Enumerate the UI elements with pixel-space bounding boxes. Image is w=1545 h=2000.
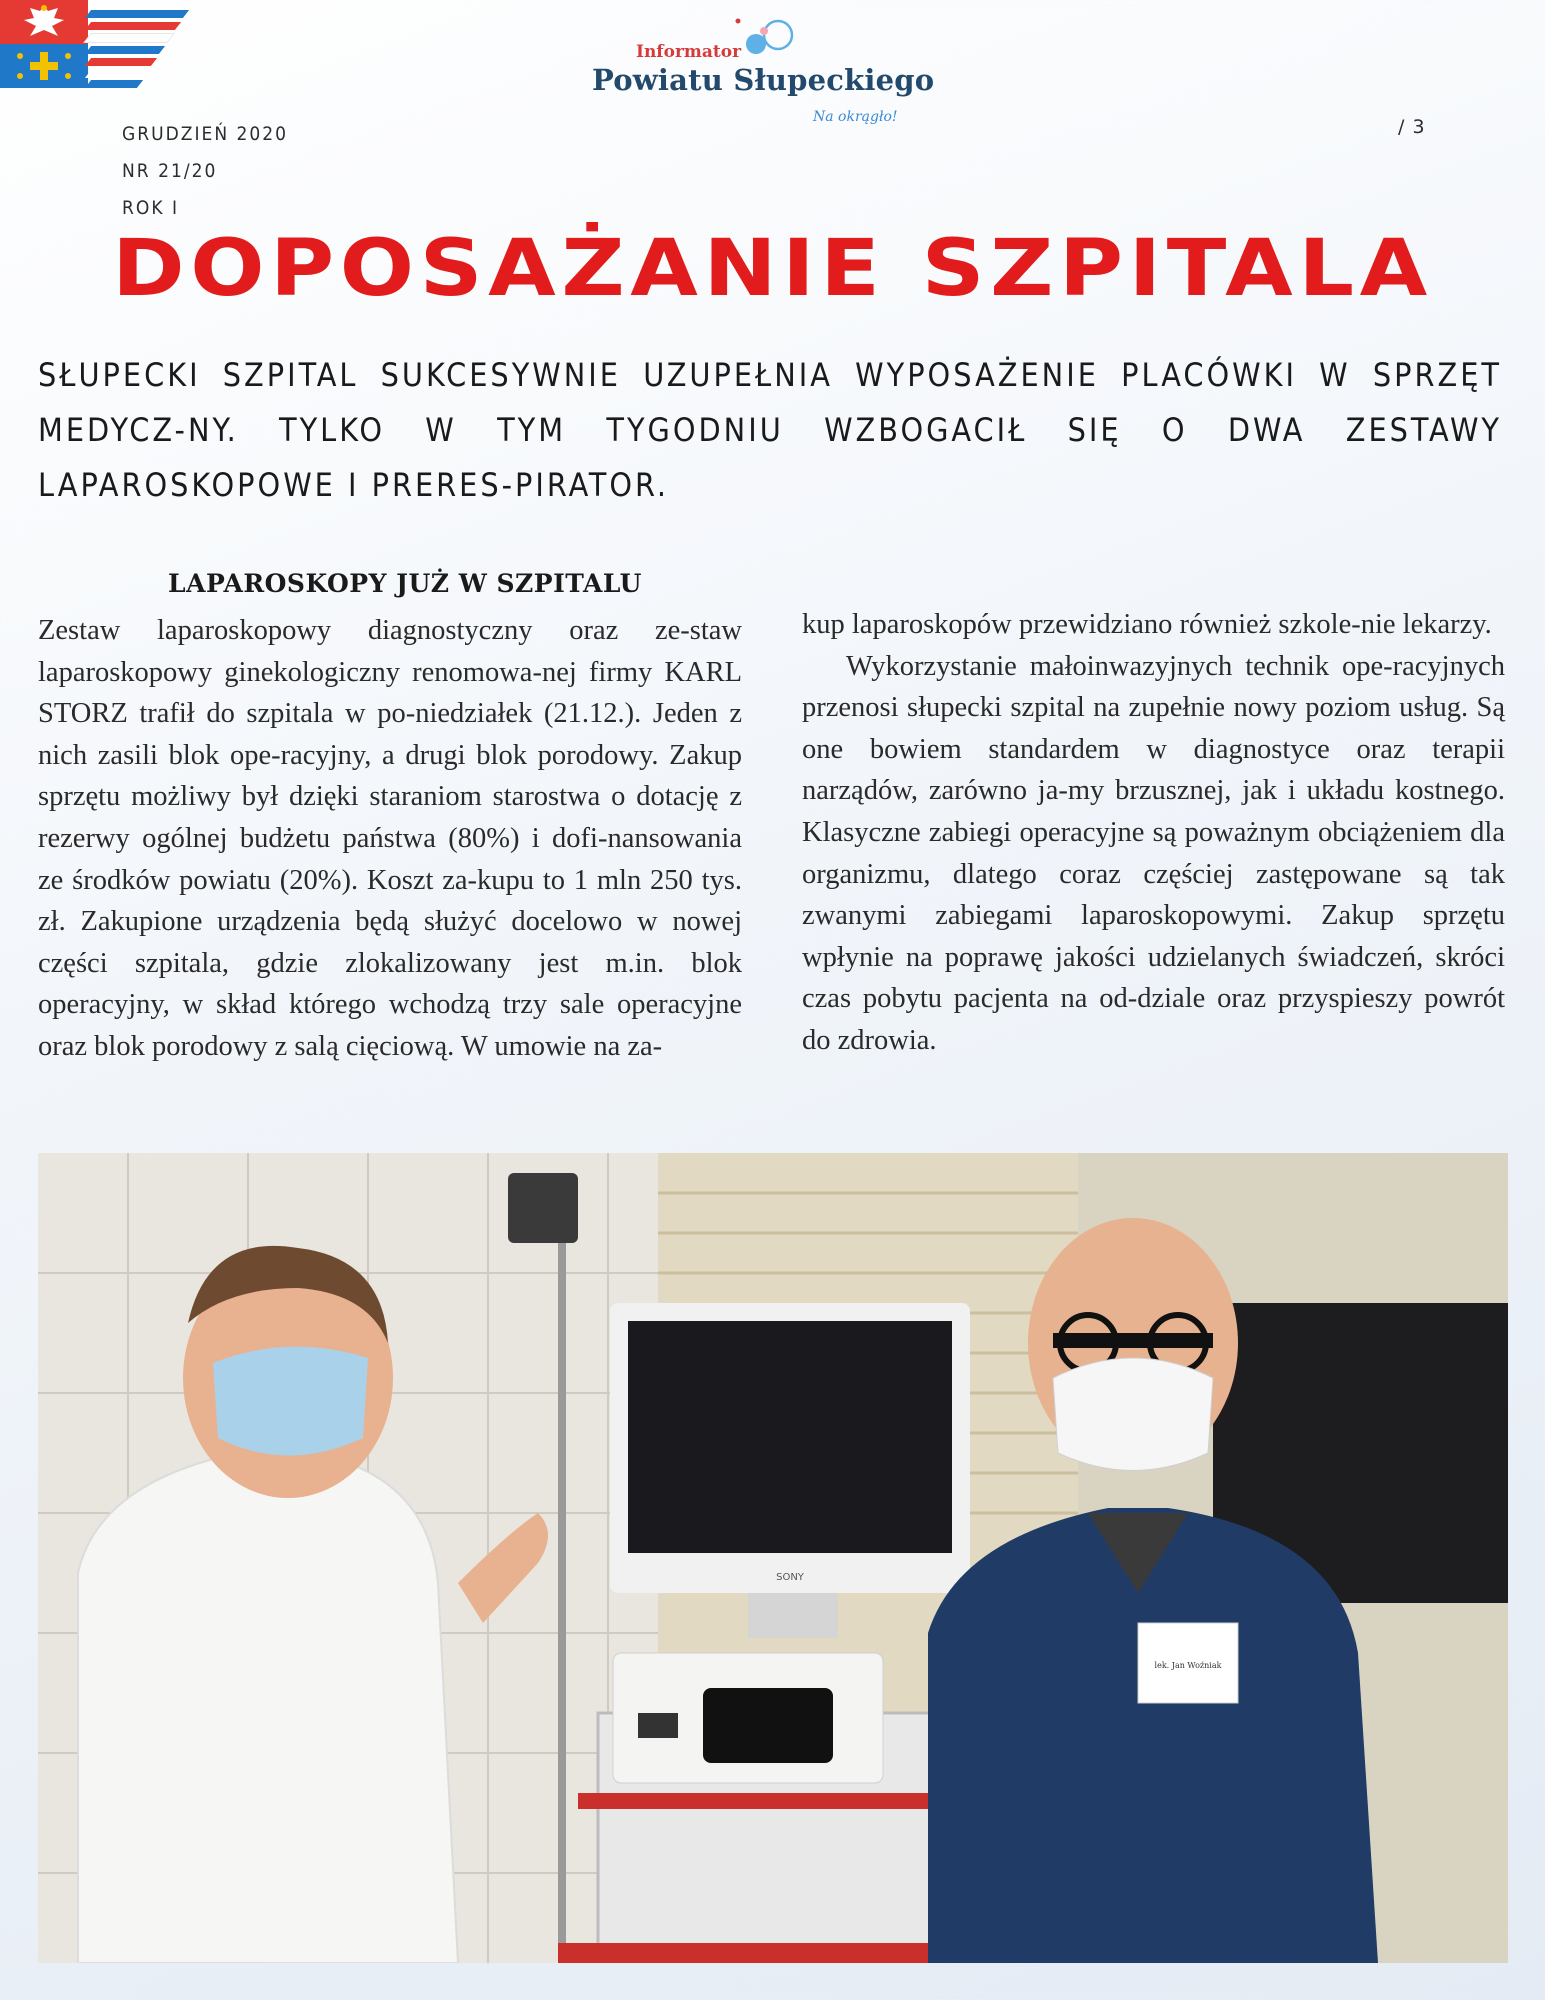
photo-name-tag: lek. Jan Woźniak [1154,1661,1222,1670]
coat-of-arms-icon [0,0,88,88]
masthead-title: Powiatu Słupeckiego [592,63,935,97]
masthead-label-small: Informator [636,42,742,62]
page-number: / 3 [1398,116,1426,138]
paragraph-2: Wykorzystanie małoinwazyjnych technik ope-racyjnych przenosi słupecki szpital na zupełnie nowy poziom usług. Są one bowiem standardem w diagnostyce oraz terapii narządów, zarówno ja-my brzusznej, jak i układu kostnego. Klasyczne zabiegi operacyjne są poważnym obciążeniem dla organizmu, dlatego coraz częściej zastępowane są tak zwanymi zabiegami laparoskopowymi. Zakup sprzętu wpłynie na poprawę jakości udzielanych świadczeń, skróci czas pobytu pacjenta na od-dziale oraz przyspieszy powrót do zdrowia. [802,650,1505,1056]
monitor-brand: SONY [776,1572,804,1583]
paragraph-1-part-b: kup laparoskopów przewidziano również szkole-nie lekarzy. [802,609,1492,640]
article-lead: SŁUPECKI SZPITAL SUKCESYWNIE UZUPEŁNIA WYPOSAŻENIE PLACÓWKI W SPRZĘT MEDYCZ-NY. TYLKO W TYM TYGODNIU WZBOGACIŁ SIĘ O DWA ZESTAWY LAPAROSKOPOWE I PRERES-PIRATOR. [38,356,1502,504]
eagle-icon [0,0,88,44]
section-subheading: LAPAROSKOPY JUŻ W SZPITALU [168,569,642,598]
article-column-right [802,604,1505,1062]
article-headline: DOPOSAŻANIE SZPITALA [112,224,1433,314]
article-column-left [38,610,742,1068]
photo-illustration [38,1153,1508,1963]
issue-number: NR 21/20 [122,160,218,182]
paragraph-1-part-a: Zestaw laparoskopowy diagnostyczny oraz ze-staw laparoskopowy ginekologiczny renomowa-nej firmy KARL STORZ trafił do szpitala w po-niedziałek (21.12.). Jeden z nich zasili blok ope-racyjny, a drugi blok porodowy. Zakup sprzętu możliwy był dzięki staraniom starostwa o dotację z rezerwy ogólnej budżetu państwa (80%) i dofi-nansowania ze środków powiatu (20%). Koszt za-kupu to 1 mln 250 tys. zł. Zakupione urządzenia będą służyć docelowo w nowej części szpitala, gdzie zlokalizowany jest m.in. blok operacyjny, w skład którego wchodzą trzy sale operacyjne oraz blok porodowy z salą cięciową. W umowie na za- [38,615,742,1062]
article-photo [38,1153,1508,1963]
issue-date: GRUDZIEŃ 2020 [122,123,289,145]
issue-meta [122,116,288,227]
masthead-tagline: Na okrągło! [813,109,898,125]
cross-icon [0,44,88,88]
issue-year: ROK I [122,197,179,219]
